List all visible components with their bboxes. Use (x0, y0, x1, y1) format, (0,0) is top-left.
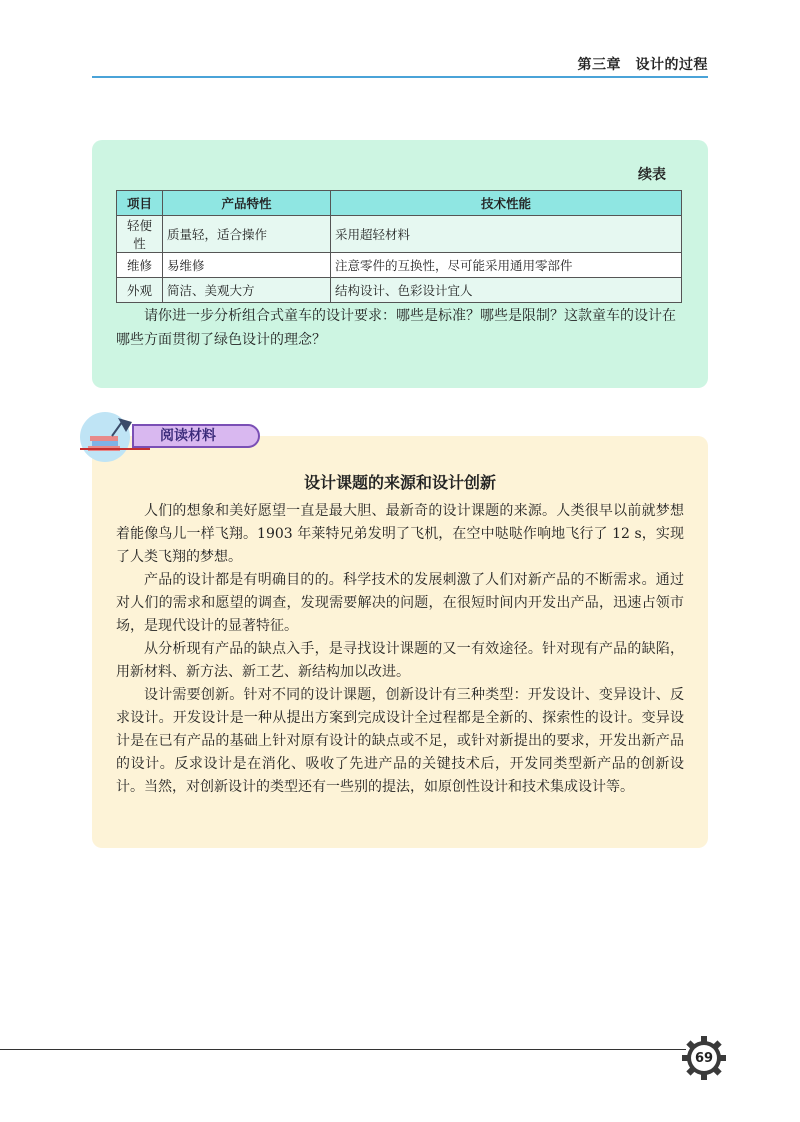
table-header-row (117, 191, 682, 216)
table-cell: 质量轻，适合操作 (163, 216, 331, 253)
table-cell: 采用超轻材料 (331, 216, 682, 253)
reading-body (116, 500, 684, 799)
table-section (92, 140, 708, 388)
reading-title: 设计课题的来源和设计创新 (303, 473, 496, 492)
continued-label: 续表 (638, 167, 666, 183)
table-cell: 易维修 (163, 253, 331, 278)
table-cell: 轻便性 (117, 216, 163, 253)
page-number: 69 (694, 1050, 714, 1066)
column-header: 技术性能 (331, 191, 682, 216)
table-cell: 简洁、美观大方 (163, 278, 331, 303)
badge-underline (80, 448, 150, 450)
reading-badge: 阅读材料 (132, 424, 260, 448)
table-cell: 注意零件的互换性，尽可能采用通用零部件 (331, 253, 682, 278)
discussion-question: 请你进一步分析组合式童车的设计要求：哪些是标准？哪些是限制？这款童车的设计在哪些方面贯彻了绿色设计的理念？ (116, 308, 676, 348)
reading-paragraph: 人们的想象和美好愿望一直是最大胆、最新奇的设计课题的来源。人类很早以前就梦想着能像鸟儿一样飞翔。1903 年莱特兄弟发明了飞机，在空中哒哒作响地飞行了 12 s，实现了人类飞翔的梦想。 (116, 503, 684, 565)
table-cell: 结构设计、色彩设计宜人 (331, 278, 682, 303)
table-row (117, 216, 682, 253)
column-header: 项目 (117, 191, 163, 216)
spec-table (116, 190, 682, 303)
header-divider (92, 76, 708, 78)
table-row (117, 278, 682, 303)
table-cell: 外观 (117, 278, 163, 303)
chapter-header-title: 第三章 设计的过程 (577, 57, 708, 73)
table-cell: 维修 (117, 253, 163, 278)
reading-paragraph: 产品的设计都是有明确目的的。科学技术的发展刺激了人们对新产品的不断需求。通过对人们的需求和愿望的调查，发现需要解决的问题，在很短时间内开发出产品，迅速占领市场，是现代设计的显著特征。 (116, 572, 684, 634)
table-row (117, 253, 682, 278)
page-number-badge (682, 1036, 726, 1080)
footer-divider (0, 1049, 686, 1050)
reading-paragraph: 从分析现有产品的缺点入手，是寻找设计课题的又一有效途径。针对现有产品的缺陷，用新材料、新方法、新工艺、新结构加以改进。 (116, 641, 684, 680)
reading-material-section (92, 436, 708, 848)
column-header: 产品特性 (163, 191, 331, 216)
reading-paragraph: 设计需要创新。针对不同的设计课题，创新设计有三种类型：开发设计、变异设计、反求设计。开发设计是一种从提出方案到完成设计全过程都是全新的、探索性的设计。变异设计是在已有产品的基础上针对原有设计的缺点或不足，或针对新提出的要求，开发出新产品的设计。反求设计是在消化、吸收了先进产品的关键技术后，开发同类型新产品的创新设计。当然，对创新设计的类型还有一些别的提法，如原创性设计和技术集成设计等。 (116, 687, 684, 795)
